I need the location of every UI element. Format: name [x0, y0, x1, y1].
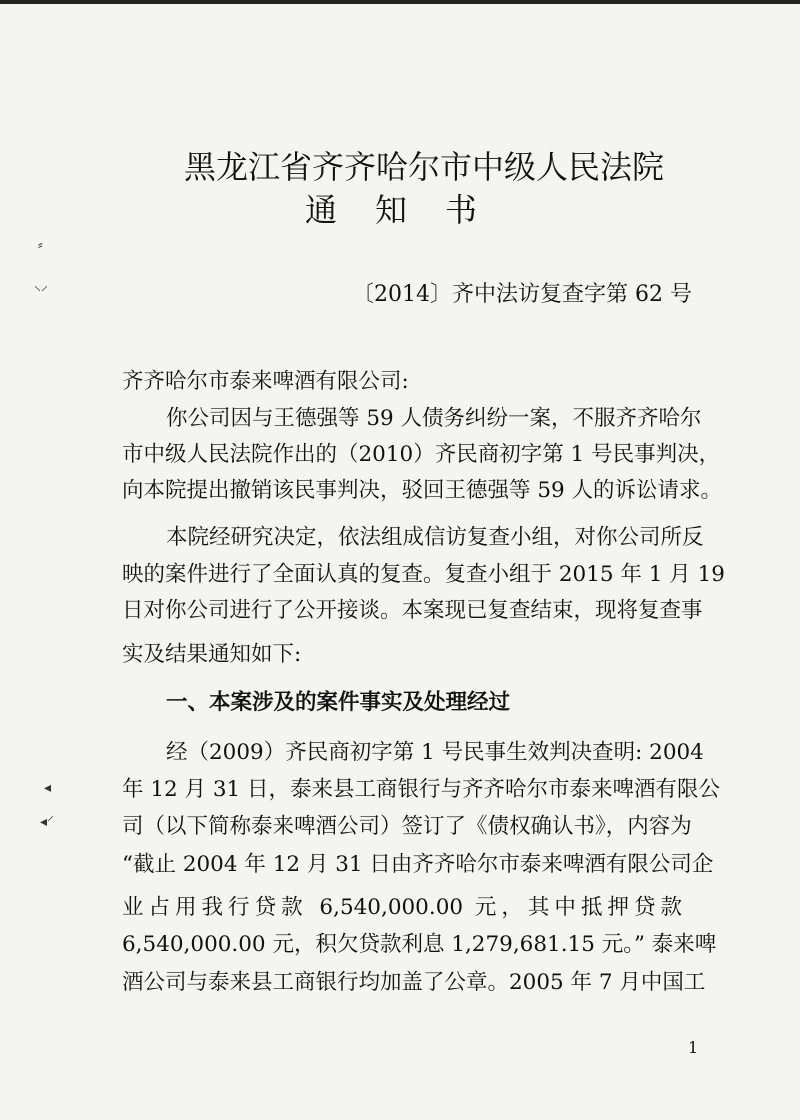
court-title: 黑龙江省齐齐哈尔市中级人民法院 — [183, 148, 664, 186]
addressee: 齐齐哈尔市泰来啤酒有限公司: — [122, 369, 409, 394]
body-line: 日对你公司进行了公开接谈。本案现已复查结束，现将复查事 — [122, 598, 703, 623]
body-line: 经（2009）齐民商初字第 1 号民事生效判决查明: 2004 — [166, 740, 704, 765]
body-line: 酒公司与泰来县工商银行均加盖了公章。2005 年 7 月中国工 — [122, 970, 706, 995]
body-line: 你公司因与王德强等 59 人债务纠纷一案，不服齐齐哈尔 — [166, 406, 702, 431]
body-line: 市中级人民法院作出的（2010）齐民商初字第 1 号民事判决， — [122, 442, 721, 467]
body-line: 映的案件进行了全面认真的复查。复查小组于 2015 年 1 月 19 — [122, 562, 725, 587]
document-number: 〔2014〕齐中法访复查字第 62 号 — [352, 282, 692, 307]
notice-title: 通知书 — [304, 191, 515, 229]
section-heading: 一、本案涉及的案件事实及处理经过 — [166, 690, 511, 715]
body-line: 司（以下简称泰来啤酒公司）签订了《债权确认书》，内容为 — [122, 814, 692, 839]
scan-border — [0, 0, 800, 4]
scan-mark: ◂⸍ — [40, 814, 55, 830]
page-number: 1 — [688, 1038, 699, 1057]
scan-mark: ⸗ — [38, 237, 43, 253]
body-line: 实及结果通知如下: — [122, 642, 302, 667]
body-line: 本院经研究决定，依法组成信访复查小组，对你公司所反 — [166, 525, 704, 550]
body-line: 业占用我行贷款 6,540,000.00 元，其中抵押贷款 — [122, 895, 682, 920]
body-line: 年 12 月 31 日，泰来县工商银行与齐齐哈尔市泰来啤酒有限公 — [122, 777, 721, 802]
scan-mark: ◂ — [44, 780, 52, 796]
body-line: 6,540,000.00 元，积欠贷款利息 1,279,681.15 元。” 泰来啤 — [122, 932, 717, 957]
body-line: “截止 2004 年 12 月 31 日由齐齐哈尔市泰来啤酒有限公司企 — [122, 852, 714, 877]
scan-mark: ⸌⸍ — [34, 284, 48, 300]
body-line: 向本院提出撤销该民事判决，驳回王德强等 59 人的诉讼请求。 — [122, 478, 723, 503]
